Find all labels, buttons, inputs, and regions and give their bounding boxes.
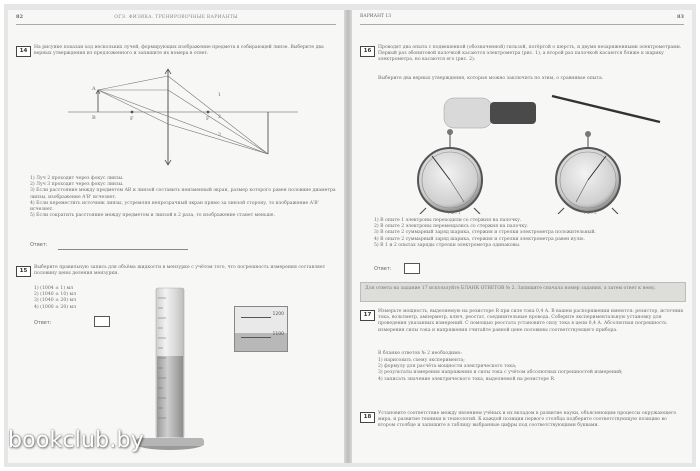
task-14-answer-label: Ответ: [30,242,48,248]
task-16-option-3: 3) В опыте 2 суммарный заряд шарика, стержня и стрелки электрометра положительный. [374,230,596,236]
task-15-answer-label: Ответ: [34,320,52,326]
ray-2-label: 2 [218,115,221,120]
task-14-option-3: 3) Если расстояние между предметом AB и линзой составить неизменный экран, размер которого равен половине диаметра линзы, изображение A'B' исчезнет. [30,188,336,200]
scale-mark-1100 [241,337,271,338]
right-page [352,10,692,463]
fig-2-caption: Рис. 2 [584,210,597,215]
bookclub-watermark: bookclub.by [8,428,144,453]
left-page [8,10,344,463]
task-16-prompt: Выберите два верных утверждения, которые можно заключить по этим, о сравнивае опыта. [378,76,604,81]
task-15-option-4: 4) (1000 ± 20) мл [34,304,77,310]
point-b-label: B [92,115,96,121]
right-page-number: 83 [677,14,684,20]
lens-ray-diagram [68,66,298,170]
book-spread [4,4,696,467]
task-16-option-1: 1) В опыте 1 электроны переходили со стержня на палочку. [374,218,522,223]
task-16-answer-box[interactable] [404,263,420,274]
left-running-title: ОГЭ. ФИЗИКА. ТРЕНИРОВОЧНЫЕ ВАРИАНТЫ [114,15,238,20]
task-15-option-2: 2) (1040 ± 10) мл [34,292,77,298]
scale-mark-1200 [241,317,271,318]
ray-3-label: 3 [218,133,221,138]
task-14-text: На рисунке показан ход нескольких лучей, формирующих изображение предмета в собирающей линзе. Выберите два верных утверждения из предложенного и запишите их номера в ответ. [34,45,324,57]
task-17-number: 17 [360,310,375,321]
focus-right-label: F [206,116,210,122]
task-17-steps [378,358,684,383]
electrometer-figures [402,92,662,214]
scale-label-1200: 1200 [272,312,284,317]
task-14-option-1: 1) Луч 2 проходит через фокус линзы. [30,176,124,181]
right-running-title: ВАРИАНТ 13 [360,14,392,19]
task-16-options [374,218,684,249]
task-16-option-4: 4) В опыте 2 суммарный заряд шарика, стержня и стрелки электрометра равен нулю. [374,236,585,242]
task-16-option-2: 2) В опыте 2 электроны перемещались со стержня на палочку. [374,224,529,230]
task-17-form-intro: В бланке ответов № 2 необходимо: [378,351,462,356]
book-spine [344,10,352,463]
task-14-options [30,176,336,219]
task-17-step-1: 1) нарисовать схему эксперимента; [378,358,465,363]
answer-sheet-notice-text: Для ответа на задание 17 используйте БЛАНК ОТВЕТОВ № 2. Запишите сначала номер задания, а затем ответ к нему. [365,286,657,291]
fig-1-caption: Рис. 1 [448,210,461,215]
answer-sheet-notice [360,282,686,302]
focus-left-label: F [130,116,134,122]
task-17-step-4: 4) записать значение электрического тока, выделяемой на резисторе R. [378,376,556,382]
task-18-text: Установите соответствие между явлением учёных и их вкладом в развитие науки, объясняющим процессы окружающего мира, и развитие техники и технологий. К каждой позиции первого столбца подберите соответствующую позицию во втором столбце и запишите в таблицу выбранные цифры под соответствующими буквами. [378,411,677,429]
task-17-step-2: 2) формулу для расчёта мощности электрического тока; [378,364,517,370]
task-17-step-3: 3) результаты измерения напряжения и силы тока с учётом абсолютных погрешностей измерений; [378,370,623,376]
task-15-options [34,286,114,311]
left-page-number: 82 [16,14,23,20]
left-running-head [16,14,336,25]
task-14-option-2: 2) Луч 3 проходит через фокус линзы. [30,182,124,188]
point-a-label: A [92,86,96,92]
task-15-option-3: 3) (1040 ± 20) мл [34,298,77,304]
task-16-text: Проводят два опыта с подвешенной (обозначенной) гильзой, потёртой о шерсть, и двумя незаряженными электрометрами. Первый раз эбонитовой палочкой касаются электрометра (рис. 1), а второй раз палочкой касаются ближе к шарику электрометра, но касаются его (рис. 2). [378,45,682,63]
task-16-option-5: 5) В 1 и 2 опытах заряды стрелки электрометра одинаковы. [374,242,521,248]
task-15-answer-box[interactable] [94,316,110,327]
task-14-option-4: 4) Если переместить источник линзы, устремляя непрозрачный экран прямо за линзой сторону, то изображение A'B' исчезнет. [30,200,319,213]
task-16-answer-label: Ответ: [374,266,392,272]
task-16-number: 16 [360,46,375,57]
task-18-number: 18 [360,412,375,423]
scale-zoom-inset [234,306,288,352]
task-15-text: Выберите правильную запись для объёма жидкости в мензурке с учётом того, что погрешность измерения составляет половину цены деления мензурки. [34,265,326,277]
task-15-number: 15 [16,266,31,277]
task-15-option-1: 1) (1004 ± 1) мл [34,286,74,291]
scale-label-1100: 1100 [272,332,284,337]
task-17-text: Измерьте мощность, выделяемую на резисторе R при силе тока 0,4 А. В вашем распоряжении имеются: резистор, источник тока, вольтметр, амперметр, ключ, реостат, соединительные провода. Соберите экспериментальную установку для проведения указанных измерений. С помощью реостата установите силу тока в цепи 0,4 А. Абсолютная погрешность измерения силы тока и напряжения считайте равной цене половины соответствующего прибора. [378,309,684,333]
task-14-answer-line[interactable] [58,249,188,250]
task-14-option-5: 5) Если сократить расстояние между предметом и линзой в 2 раза, то изображение станет меньше. [30,213,275,219]
right-running-head [360,14,684,25]
task-14-number: 14 [16,46,31,57]
ray-1-label: 1 [218,93,221,98]
